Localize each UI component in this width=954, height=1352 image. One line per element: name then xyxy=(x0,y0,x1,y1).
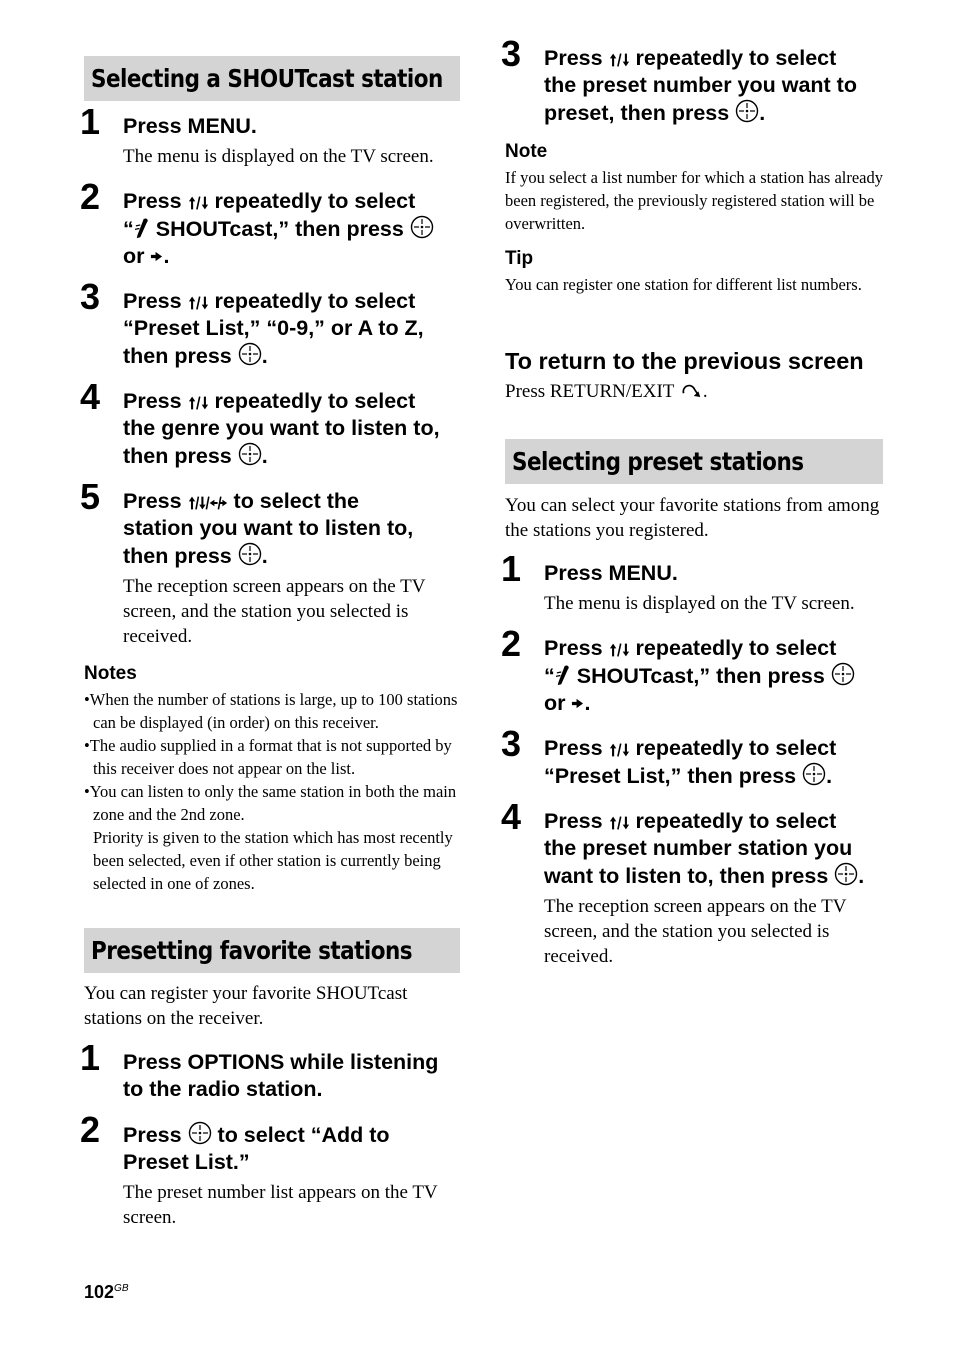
enter-button-icon xyxy=(834,862,858,886)
note-item: •The audio supplied in a format that is not supported by this receiver does not appear on the list. xyxy=(84,736,452,778)
step-description: The reception screen appears on the TV screen, and the station you selected is received. xyxy=(544,896,847,967)
up-down-arrows-icon xyxy=(609,52,630,68)
step-number: 2 xyxy=(501,623,522,664)
step-number: 2 xyxy=(80,176,101,217)
note-text: If you select a list number for which a station has already been registered, the previously registered station will be overwritten. xyxy=(505,168,884,233)
step-number: 3 xyxy=(80,276,101,317)
shoutcast-step-2: 2 Press repeatedly to select “ SHOUTcast,” then press or . xyxy=(84,188,460,270)
up-down-arrows-icon xyxy=(609,815,630,831)
selecting-step-1: 1 Press MENU. The menu is displayed on the TV screen. xyxy=(505,560,883,616)
presetting-intro: You can register your favorite SHOUTcast stations on the receiver. xyxy=(84,983,408,1029)
tip-text: You can register one station for different list numbers. xyxy=(505,275,862,294)
step-number: 4 xyxy=(501,796,522,837)
step-number: 1 xyxy=(80,101,101,142)
step-description: The menu is displayed on the TV screen. xyxy=(544,593,855,614)
selecting-step-4: 4 Press repeatedly to select the preset number station you want to listen to, then press . The reception screen appears on the TV screen, and the station you selected is received. xyxy=(505,808,883,969)
enter-button-icon xyxy=(238,542,262,566)
return-heading: To return to the previous screen xyxy=(505,348,864,374)
up-down-arrows-icon xyxy=(188,395,209,411)
step-number: 3 xyxy=(501,723,522,764)
enter-button-icon xyxy=(238,442,262,466)
shoutcast-step-3: 3 Press repeatedly to select “Preset List,” “0-9,” or A to Z, then press . xyxy=(80,276,424,368)
enter-button-icon xyxy=(735,99,759,123)
note-item: •When the number of stations is large, up to 100 stations can be displayed (in order) on this receiver. xyxy=(84,690,458,732)
section-heading-presetting: Presetting favorite stations xyxy=(84,928,460,973)
notes-list xyxy=(84,688,460,895)
presetting-step-1: 1 Press OPTIONS while listening to the radio station. xyxy=(80,1037,439,1101)
step-number: 1 xyxy=(80,1037,101,1078)
return-text: Press RETURN/EXIT . xyxy=(505,381,708,402)
notes-label: Notes xyxy=(84,663,137,684)
presetting-step-2: 2 Press to select “Add to Preset List.” The preset number list appears on the TV screen. xyxy=(84,1121,460,1230)
step-number: 5 xyxy=(80,476,101,517)
page-number: $102^{GB}$ xyxy=(84,1282,129,1302)
selecting-step-3: 3 Press repeatedly to select “Preset List,” then press . xyxy=(501,723,837,788)
enter-button-icon xyxy=(238,342,262,366)
section-heading-shoutcast: Selecting a SHOUTcast station xyxy=(84,56,460,101)
up-down-arrows-icon xyxy=(188,195,209,211)
enter-button-icon xyxy=(802,762,826,786)
shoutcast-step-1 xyxy=(80,101,460,169)
step-description: The reception screen appears on the TV screen, and the station you selected is received. xyxy=(123,576,426,647)
shoutcast-step-4: 4 Press repeatedly to select the genre you want to listen to, then press . xyxy=(80,376,440,468)
step-number: 4 xyxy=(80,376,101,417)
shoutcast-step-5: 5 Press to select the station you want to listen to, then press . The reception screen appears on the TV screen, and the station you selected is received. xyxy=(84,488,460,649)
four-way-arrows-icon xyxy=(188,495,228,511)
note-label: Note xyxy=(505,141,548,162)
up-down-arrows-icon xyxy=(188,295,209,311)
enter-button-icon xyxy=(831,662,855,686)
selecting-intro: You can select your favorite stations from among the stations you registered. xyxy=(505,495,880,541)
note-item: •You can listen to only the same station in both the main zone and the 2nd zone. Priority is given to the station which has most recently been selected, even if other station is currently being selected in one of zones. xyxy=(84,782,457,893)
up-down-arrows-icon xyxy=(609,742,630,758)
presetting-step-3: 3 Press repeatedly to select the preset number you want to preset, then press . xyxy=(501,33,857,125)
step-title: Press MENU. xyxy=(123,114,257,138)
selecting-step-2: 2 Press repeatedly to select “ SHOUTcast,” then press or . xyxy=(505,635,883,717)
step-description: The preset number list appears on the TV screen. xyxy=(123,1182,438,1228)
section-heading-selecting: Selecting preset stations xyxy=(505,439,883,484)
shoutcast-icon xyxy=(555,665,571,686)
tip-label: Tip xyxy=(505,248,534,269)
step-description: The menu is displayed on the TV screen. xyxy=(123,146,434,167)
right-arrow-icon xyxy=(150,250,163,263)
shoutcast-icon xyxy=(134,218,150,239)
return-icon xyxy=(679,382,703,399)
step-number: 3 xyxy=(501,33,522,74)
up-down-arrows-icon xyxy=(609,642,630,658)
step-number: 2 xyxy=(80,1109,101,1150)
enter-button-icon xyxy=(410,215,434,239)
right-arrow-icon xyxy=(571,697,584,710)
enter-button-icon xyxy=(188,1121,212,1145)
step-number: 1 xyxy=(501,548,522,589)
